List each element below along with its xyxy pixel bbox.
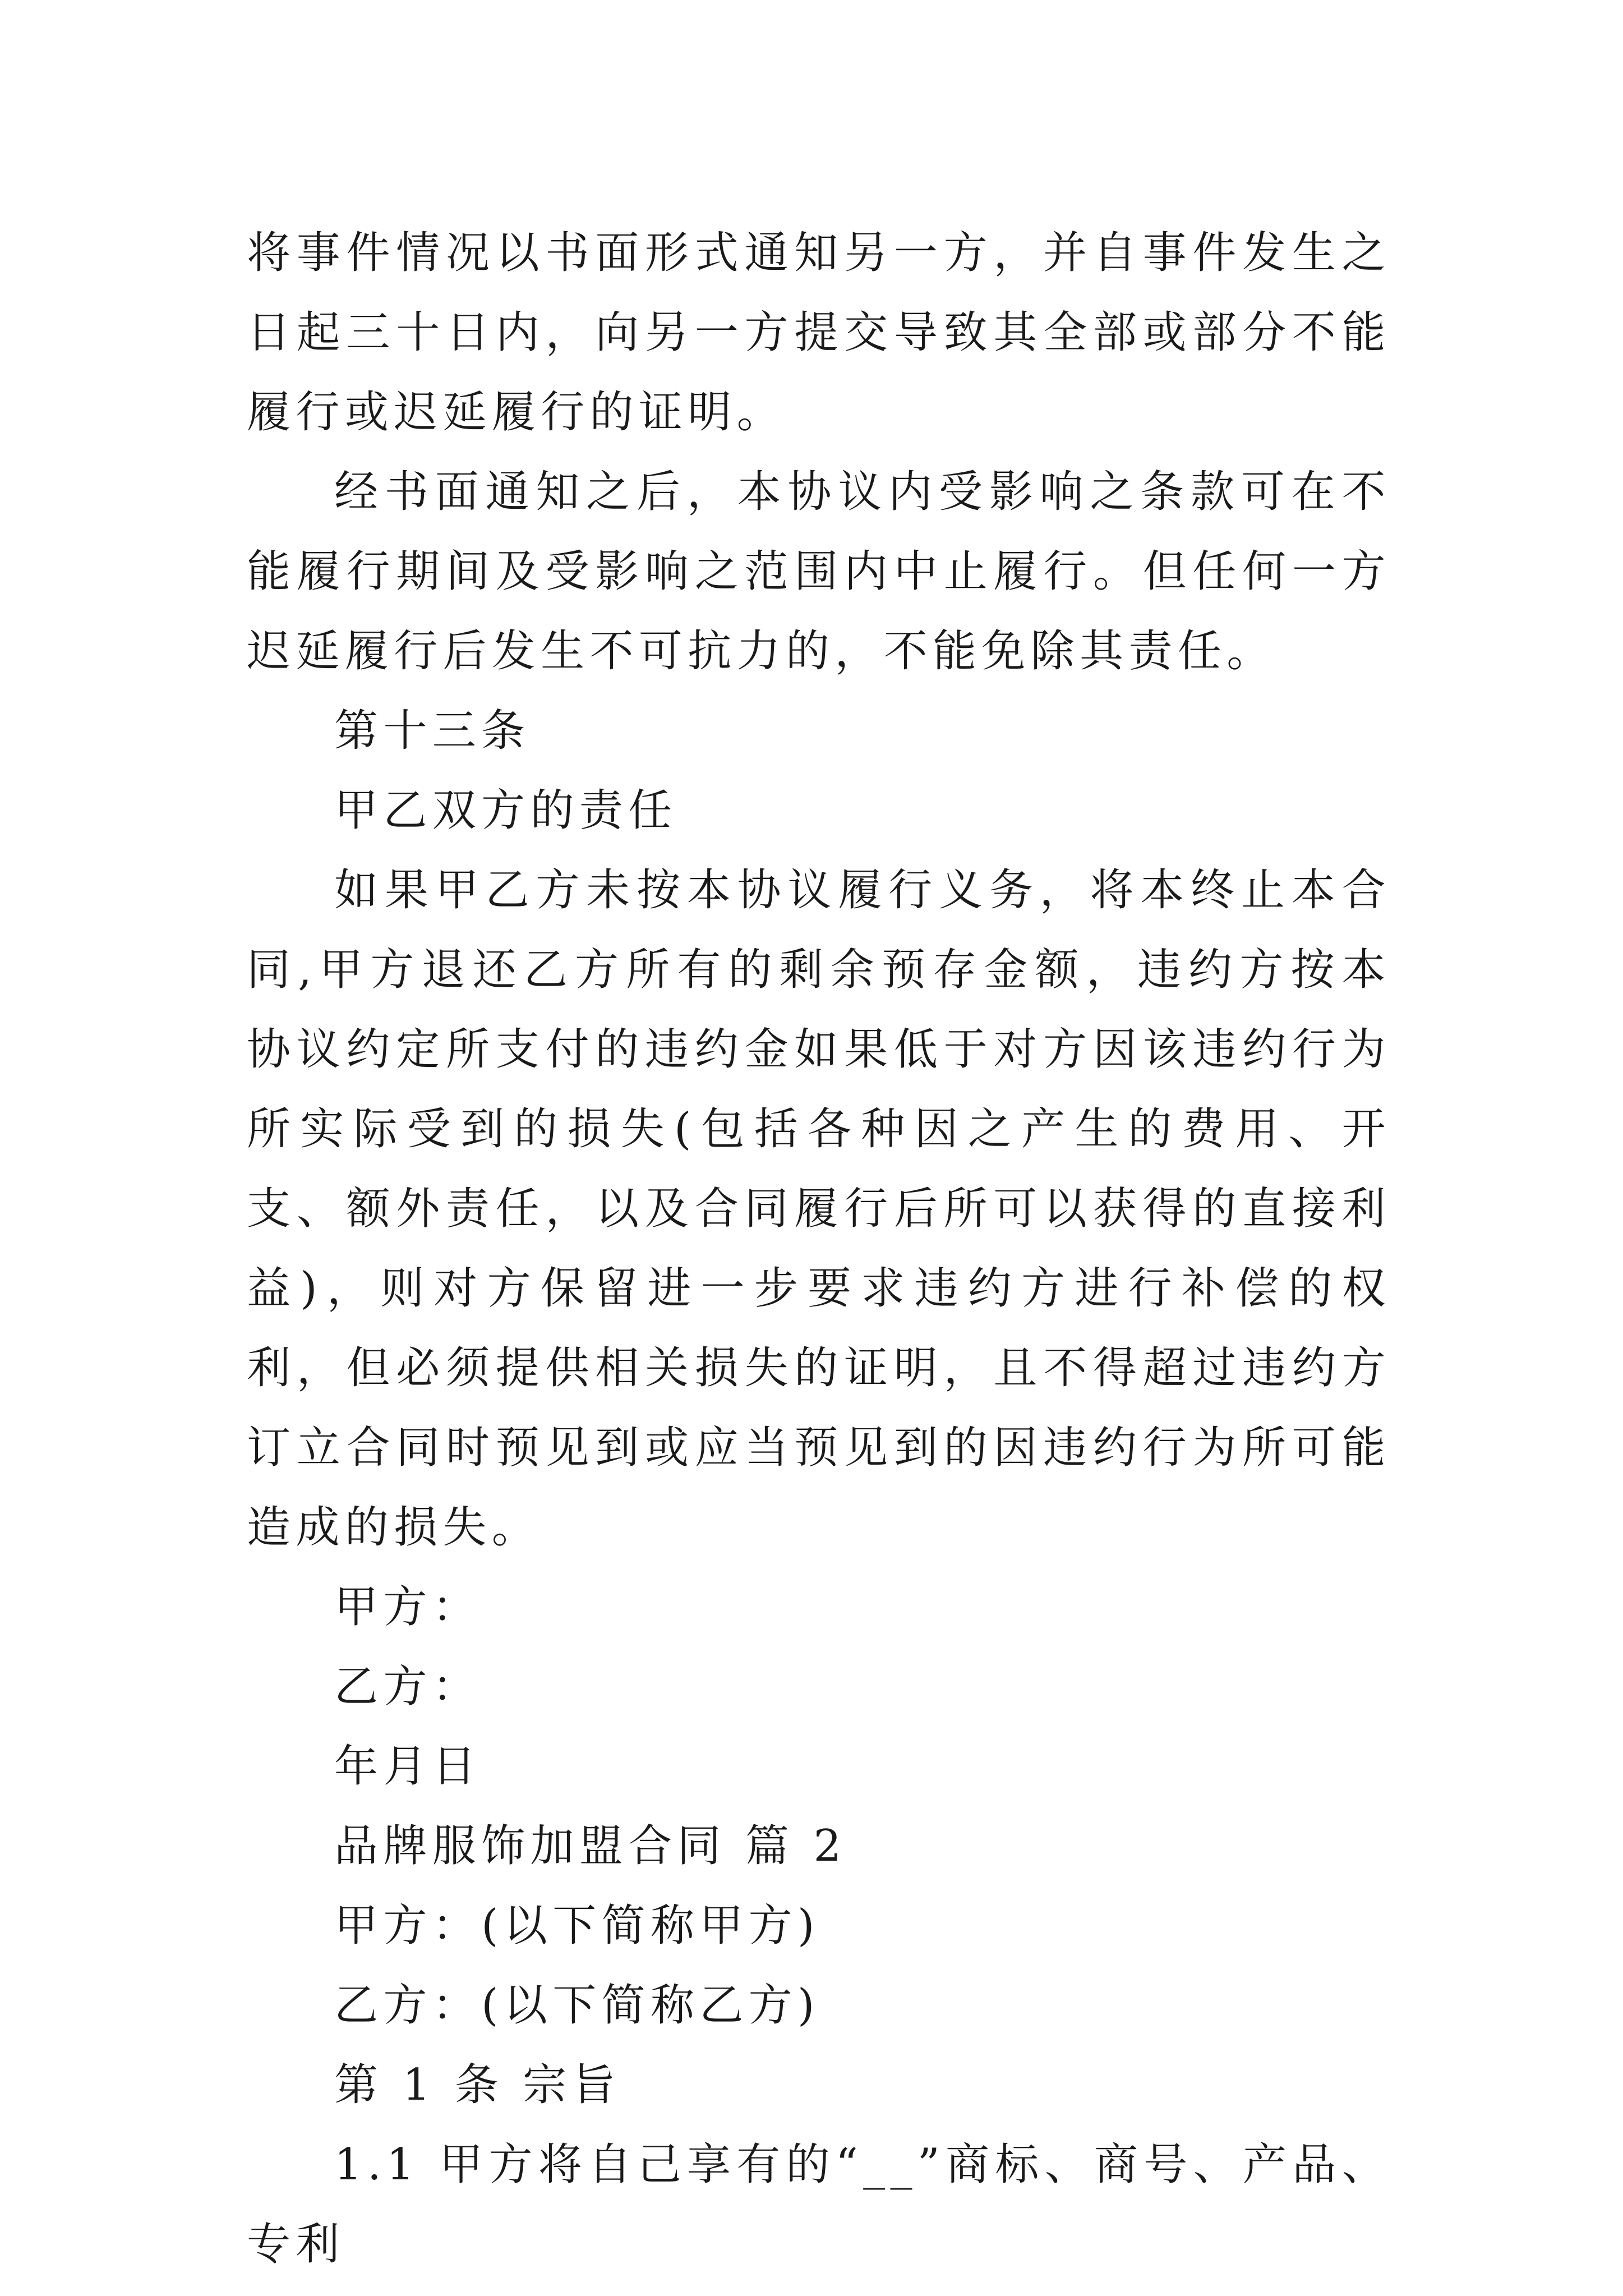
paragraph: 如果甲乙方未按本协议履行义务，将本终止本合同,甲方退还乙方所有的剩余预存金额，违约方按本协议约定所支付的违约金如果低于对方因该违约行为所实际受到的损失(包括各种因之产生的费用、开支、额外责任，以及合同履行后所可以获得的直接利益)，则对方保留进一步要求违约方进行补偿的权利，但必须提供相关损失的证明，且不得超过违约方订立合同时预见到或应当预见到的因违约行为所可能造成的损失。 [247,865,1391,1553]
paragraph: 经书面通知之后，本协议内受影响之条款可在不能履行期间及受影响之范围内中止履行。但任何一方迟延履行后发生不可抗力的，不能免除其责任。 [247,467,1391,677]
article-heading: 第十三条 [334,706,531,756]
document-body [247,213,1391,2284]
clause: 1.1 甲方将自己享有的“__”商标、商号、产品、专利 [247,2139,1391,2270]
date-line: 年月日 [334,1741,482,1792]
article-heading: 第 1 条 宗旨 [334,2060,621,2110]
contract-title: 品牌服饰加盟合同 篇 2 [334,1821,847,1871]
party-b-signature-line: 乙方： [334,1662,482,1712]
party-a-line: 甲方：(以下简称甲方) [334,1901,820,1951]
party-b-line: 乙方：(以下简称乙方) [334,1980,820,2031]
section-title: 甲乙双方的责任 [334,785,677,836]
party-a-signature-line: 甲方： [334,1582,482,1632]
paragraph: 将事件情况以书面形式通知另一方，并自事件发生之日起三十日内，向另一方提交导致其全部或部分不能履行或迟延履行的证明。 [247,228,1391,438]
